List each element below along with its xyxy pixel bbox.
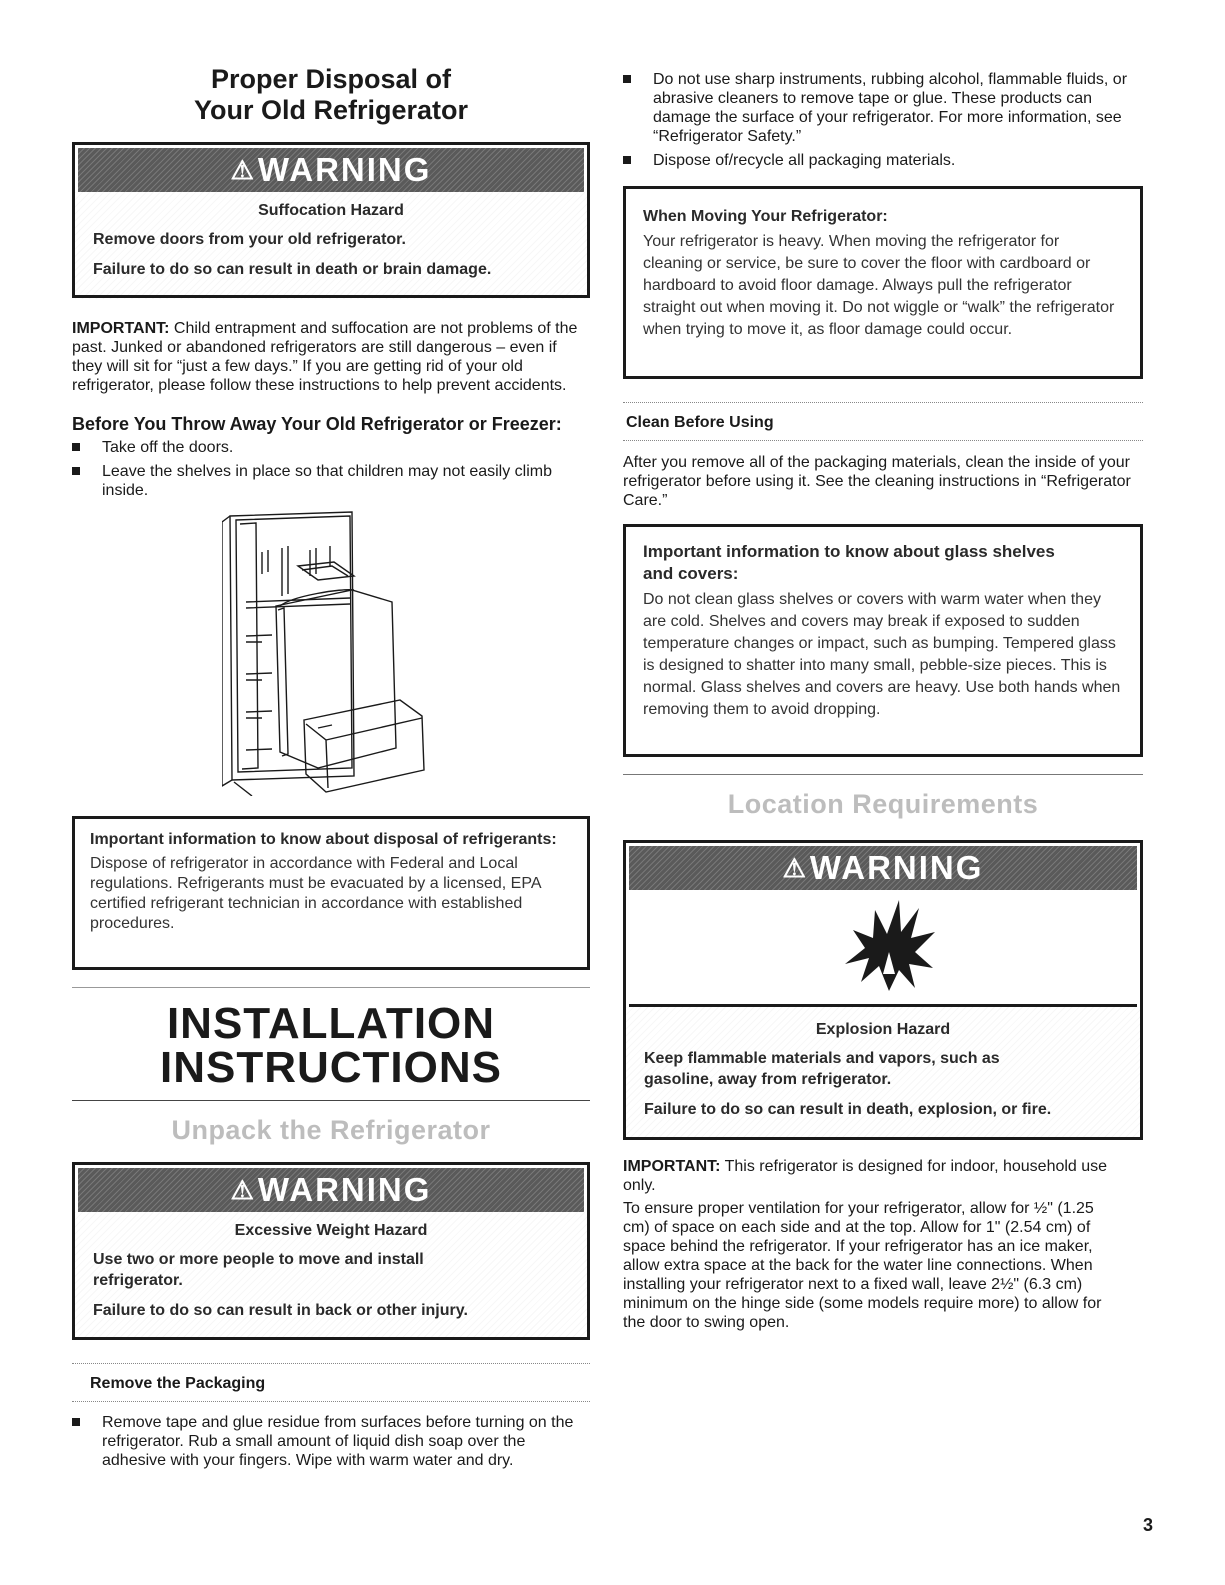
ventilation-paragraph: To ensure proper ventilation for your refrigerator, allow for ½" (1.25 cm) of space on each side and at the top. Allow for 1" (2.54 cm) of space behind the refrigerator. If your refrigerator has an ice maker, allow extra space at the back for the water line connections. When installing your refrigerator next to a fixed wall, leave 2½" (6.3 cm) minimum on the hinge side (some models require more) to allow for the door to swing open. (623, 1200, 1102, 1331)
warning-box-weight (72, 1162, 590, 1340)
divider (623, 402, 1143, 403)
hazard-title: Suffocation Hazard (258, 202, 404, 219)
warning-box-suffocation (72, 142, 590, 298)
divider (72, 1363, 590, 1364)
glass-shelves-info-box (623, 524, 1143, 757)
hazard-line-1: Keep flammable materials and vapors, such as gasoline, away from refrigerator. (644, 1050, 1000, 1088)
remove-packaging-heading: Remove the Packaging (90, 1375, 266, 1392)
warning-body (75, 1212, 587, 1340)
moving-info-box (623, 186, 1143, 379)
hazard-line-2: Failure to do so can result in death, explosion, or fire. (644, 1101, 1052, 1118)
divider (72, 987, 590, 988)
divider (72, 1401, 590, 1402)
refrigerants-info-box (72, 816, 590, 970)
unpack-title: Unpack the Refrigerator (171, 1115, 491, 1145)
disposal-title-line2: Your Old Refrigerator (193, 95, 469, 125)
explosion-icon (839, 896, 939, 996)
remove-bullets (72, 1413, 577, 1475)
divider (72, 1100, 590, 1101)
list-item: Remove tape and glue residue from surfaces before turning on the refrigerator. Rub a small amount of liquid dish soap over the adhesive with your fingers. Wipe with warm water and dry. (72, 1413, 577, 1470)
important-text: Child entrapment and suffocation are not problems of the past. Junked or abandoned refrigerators are still dangerous – even if they will sit for “just a few days.” If you are getting rid of your old refrigerator, please follow these instructions to help prevent accidents. (72, 320, 578, 394)
clean-text: After you remove all of the packaging materials, clean the inside of your refrigerator before using it. See the cleaning instructions in “Refrigerator Care.” (623, 454, 1131, 509)
warning-label: WARNING (809, 849, 984, 886)
location-requirements-title: Location Requirements (727, 789, 1039, 819)
list-item: Dispose of/recycle all packaging materials. (623, 151, 1128, 170)
warning-banner (78, 148, 584, 192)
left-column (72, 0, 590, 1585)
warning-banner (78, 1168, 584, 1212)
top-bullets (623, 70, 1128, 175)
hazard-title: Excessive Weight Hazard (234, 1222, 428, 1239)
warning-triangle-icon: ⚠ (230, 1174, 256, 1205)
warning-label: WARNING (257, 1171, 432, 1208)
hazard-line-1: Remove doors from your old refrigerator. (93, 231, 406, 248)
refrigerants-title: Important information to know about disposal of refrigerants: (90, 831, 557, 848)
important-label: IMPORTANT: (72, 320, 170, 337)
hazard-title: Explosion Hazard (815, 1021, 951, 1038)
hazard-line-2: Failure to do so can result in back or other injury. (93, 1302, 468, 1319)
refrigerants-text: Dispose of refrigerator in accordance with Federal and Local regulations. Refrigerants must be evacuated by a licensed, EPA certified refrigerant technician in accordance with established procedures. (90, 855, 541, 932)
warning-box-explosion (623, 840, 1143, 1140)
warning-triangle-icon: ⚠ (782, 852, 808, 883)
warning-body (626, 1007, 1140, 1139)
important-paragraph (72, 319, 590, 395)
divider (623, 440, 1143, 441)
warning-label: WARNING (257, 151, 432, 188)
hazard-line-1: Use two or more people to move and install refrigerator. (93, 1251, 424, 1289)
warning-banner (629, 846, 1137, 890)
list-item: Leave the shelves in place so that children may not easily climb inside. (72, 462, 590, 500)
list-item: Take off the doors. (72, 438, 590, 457)
install-line-1: INSTALLATION (166, 999, 496, 1048)
warning-triangle-icon: ⚠ (230, 154, 256, 185)
before-bullets (72, 438, 590, 505)
divider (623, 774, 1143, 775)
disposal-title (72, 64, 590, 126)
right-column (623, 0, 1143, 1585)
moving-text: Your refrigerator is heavy. When moving the refrigerator for cleaning or service, be sure to cover the floor with cardboard or hardboard to avoid floor damage. Always pull the refrigerator straight out when moving it. Do not wiggle or “walk” the refrigerator when trying to move it, as floor damage could occur. (643, 233, 1115, 338)
disposal-title-line1: Proper Disposal of (210, 64, 452, 94)
important-label: IMPORTANT: (623, 1158, 721, 1175)
install-line-2: INSTRUCTIONS (160, 1043, 502, 1092)
explosion-icon-area (629, 890, 1137, 1007)
page-number: 3 (1142, 1515, 1153, 1535)
moving-title: When Moving Your Refrigerator: (643, 208, 888, 225)
hazard-line-2: Failure to do so can result in death or brain damage. (93, 261, 492, 278)
list-item: Do not use sharp instruments, rubbing alcohol, flammable fluids, or abrasive cleaners to remove tape or glue. These products can damage the surface of your refrigerator. For more information, see “Refrigerator Safety.” (623, 70, 1128, 146)
important-paragraph (623, 1157, 1128, 1195)
important-text: This refrigerator is designed for indoor, household use only. (623, 1158, 1108, 1194)
refrigerator-doors-removed-illustration (222, 506, 512, 796)
installation-instructions-title (72, 999, 590, 1092)
before-throw-away-heading: Before You Throw Away Your Old Refrigerator or Freezer: (72, 414, 562, 434)
glass-text: Do not clean glass shelves or covers with warm water when they are cold. Shelves and covers may break if exposed to sudden temperature changes or impact, such as bumping. Tempered glass is designed to shatter into many small, pebble-size pieces. This is normal. Glass shelves and covers are heavy. Use both hands when removing them to avoid dropping. (643, 591, 1121, 718)
warning-body (75, 192, 587, 299)
clean-before-using-heading: Clean Before Using (626, 414, 774, 431)
glass-title: Important information to know about glass shelves and covers: (643, 542, 1055, 583)
